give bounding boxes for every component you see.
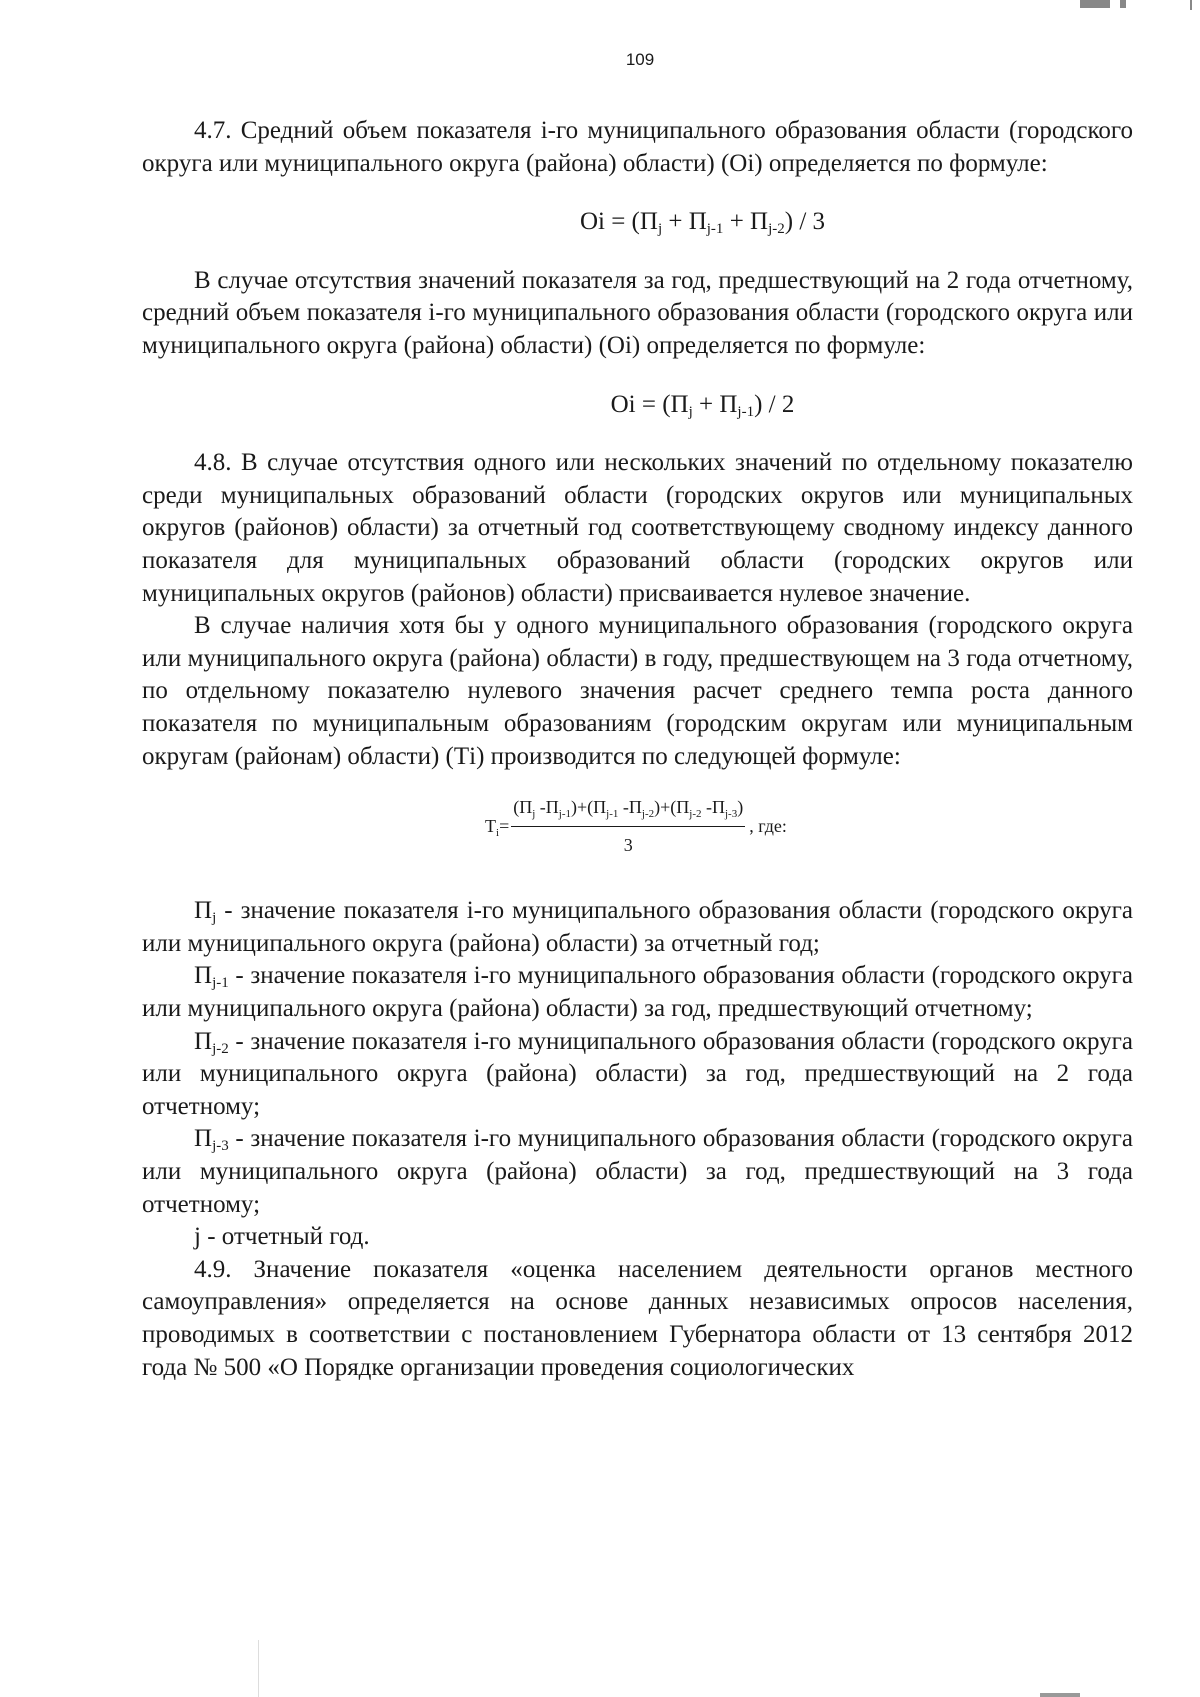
paragraph-missing-values: В случае отсутствия значений показателя за год, предшествующий на 2 года отчетному, средний объем показателя i-го муниципального образования области (городского округа или муниципального округа (района) области) (Оi) определяется по формуле: xyxy=(142,266,1133,359)
formula-numerator: ($П_j$ $-П_{j-1})+(П_{j-1}$ $-П_{j-2})+(П_{j-2}$ $-П_{j-3}$) xyxy=(511,791,745,827)
paragraph-zero-value: В случае наличия хотя бы у одного муниципального образования (городского округа или муниципального округа (района) области) в году, предшествующем на 3 года отчетному, по отдельному показателю нулевого значения расчет среднего темпа роста данного показателя по муниципальным образованиям (городским округам или муниципальным округам (районам) области) (Тi) производится по следующей формуле: xyxy=(142,612,1133,770)
definition-pj-2: $П_{j-2}$ - значение показателя i-го муниципального образования области (городского округа или муниципального округа (района) области) за год, предшествующий на 2 года отчетному; xyxy=(142,1027,1133,1120)
formula-mean-two-years: Оi = $(П_j + П_{j-1}) / 2$ xyxy=(610,390,795,420)
page-number: 109 xyxy=(625,50,655,69)
definition-pj-text: - значение показателя i-го муниципального образования области (городского округа или муниципального округа (района) области) за отчетный год; xyxy=(142,897,1133,957)
paragraph-4-9: 4.9. Значение показателя «оценка населением деятельности органов местного самоуправления» определяется на основе данных независимых опросов населения, проводимых в соответствии с постановлением Губернатора области от 13 сентября 2012 года № 500 «О Порядке организации проведения социологических xyxy=(142,1255,1133,1381)
paragraph-4-8: 4.8. В случае отсутствия одного или нескольких значений по отдельному показателю среди муниципальных образований области (городских округов или муниципальных округов (районов) области) за отчетный год соответствующему сводному индексу данного показателя для муниципальных образований области (городских округов или муниципальных округов (районов) области) присваивается нулевое значение. xyxy=(142,449,1133,607)
definition-pj: $П_j$ - значение показателя i-го муниципального образования области (городского округа или муниципального округа (района) области) за отчетный год; xyxy=(142,897,1133,957)
definition-pj-2-text: - значение показателя i-го муниципального образования области (городского округа или муниципального округа (района) области) за год, предшествующий на 2 года отчетному; xyxy=(142,1027,1133,1120)
definition-pj-3-text: - значение показателя i-го муниципального образования области (городского округа или муниципального округа (района) области) за год, предшествующий на 3 года отчетному; xyxy=(142,1125,1133,1218)
formula-suffix: , где: xyxy=(749,815,787,836)
definition-pj-1-text: - значение показателя i-го муниципального образования области (городского округа или муниципального округа (района) области) за год, предшествующий отчетному; xyxy=(142,962,1133,1023)
document-body xyxy=(142,115,1133,1384)
scan-bottom-mark xyxy=(1040,1691,1100,1697)
definition-pj-1: $П_{j-1}$ - значение показателя i-го муниципального образования области (городского округа или муниципального округа (района) области) за год, предшествующий отчетному; xyxy=(142,962,1133,1023)
formula-fraction xyxy=(511,791,745,861)
formula-mean-three-years: Оi = $(П_j + П_{j-1} + П_{j-2}) / 3$ xyxy=(579,208,826,238)
formula-denominator: 3 xyxy=(623,834,633,855)
paragraph-4-7: 4.7. Средний объем показателя i-го муниципального образования области (городского округа или муниципального округа (района) области) (Оi) определяется по формуле: xyxy=(142,117,1133,177)
definition-pj-3: $П_{j-3}$ - значение показателя i-го муниципального образования области (городского округа или муниципального округа (района) области) за год, предшествующий на 3 года отчетному; xyxy=(142,1125,1133,1218)
formula-growth-rate-lhs: $Т_i=$ xyxy=(485,815,510,839)
scan-edge-mark xyxy=(1070,0,1200,10)
formula-growth-rate xyxy=(142,791,1133,861)
scan-fold-line xyxy=(258,1640,259,1697)
definition-j: j - отчетный год. xyxy=(194,1223,370,1251)
